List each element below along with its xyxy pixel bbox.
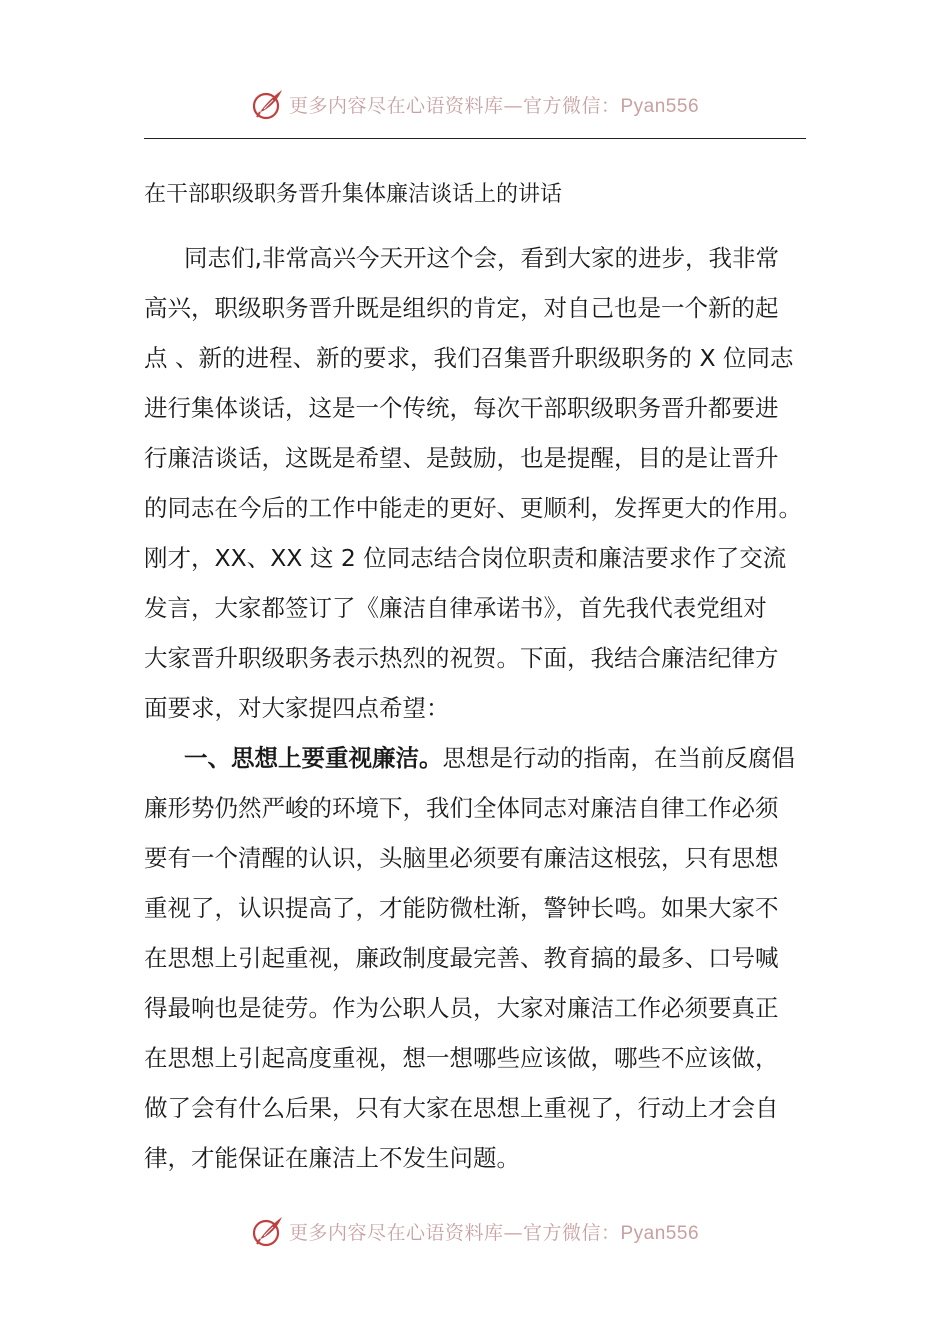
section-1-text: 思想是行动的指南，在当前反腐倡: [442, 744, 795, 772]
paragraph-line: 进行集体谈话，这是一个传统，每次干部职级职务晋升都要进: [144, 394, 779, 422]
paragraph-line: 在思想上引起高度重视，想一想哪些应该做，哪些不应该做，: [144, 1044, 779, 1072]
paragraph-line: 做了会有什么后果，只有大家在思想上重视了，行动上才会自: [144, 1094, 779, 1122]
header-divider: [144, 138, 806, 139]
header-banner-text: 更多内容尽在心语资料库—官方微信：Pyan556: [288, 94, 700, 117]
paragraph-line: 得最响也是徒劳。作为公职人员，大家对廉洁工作必须要真正: [144, 994, 779, 1022]
paragraph-line: 高兴，职级职务晋升既是组织的肯定，对自己也是一个新的起: [144, 294, 779, 322]
paragraph-line: 廉形势仍然严峻的环境下，我们全体同志对廉洁自律工作必须: [144, 794, 779, 822]
paragraph-line: 在思想上引起重视，廉政制度最完善、教育搞的最多、口号喊: [144, 944, 779, 972]
paragraph-line: 大家晋升职级职务表示热烈的祝贺。下面，我结合廉洁纪律方: [144, 644, 779, 672]
footer-wechat-id: Pyan556: [620, 1222, 700, 1244]
section-1-first-line: [144, 733, 806, 783]
paragraph-line: 面要求，对大家提四点希望：: [144, 694, 450, 722]
footer-banner-text: 更多内容尽在心语资料库—官方微信：Pyan556: [288, 1221, 700, 1244]
paragraph-line: 同志们,非常高兴今天开这个会，看到大家的进步，我非常: [184, 244, 779, 272]
paragraph-line: 重视了，认识提高了，才能防微杜渐，警钟长鸣。如果大家不: [144, 894, 779, 922]
section-1-heading: 一、思想上要重视廉洁。: [184, 744, 443, 772]
document-title: 在干部职级职务晋升集体廉洁谈话上的讲话: [144, 182, 563, 207]
header-banner: [0, 84, 950, 124]
paragraph-line: 点 、新的进程、新的要求，我们召集晋升职级职务的 X 位同志: [144, 344, 794, 372]
paragraph-line: 刚才，XX、XX 这 2 位同志结合岗位职责和廉洁要求作了交流: [144, 544, 787, 572]
paragraph-line: 行廉洁谈话，这既是希望、是鼓励，也是提醒，目的是让晋升: [144, 444, 779, 472]
paragraph-line: 要有一个清醒的认识，头脑里必须要有廉洁这根弦，只有思想: [144, 844, 779, 872]
quill-pen-logo-icon: [251, 1214, 285, 1248]
quill-pen-logo-icon: [251, 87, 285, 121]
document-body: [144, 233, 806, 1183]
paragraph-line: 的同志在今后的工作中能走的更好、更顺利，发挥更大的作用。: [144, 494, 802, 522]
header-wechat-id: Pyan556: [620, 95, 700, 117]
footer-banner: [0, 1211, 950, 1251]
paragraph-line: 发言，大家都签订了《廉洁自律承诺书》，首先我代表党组对: [144, 594, 767, 622]
paragraph-line: 律，才能保证在廉洁上不发生问题。: [144, 1144, 520, 1172]
